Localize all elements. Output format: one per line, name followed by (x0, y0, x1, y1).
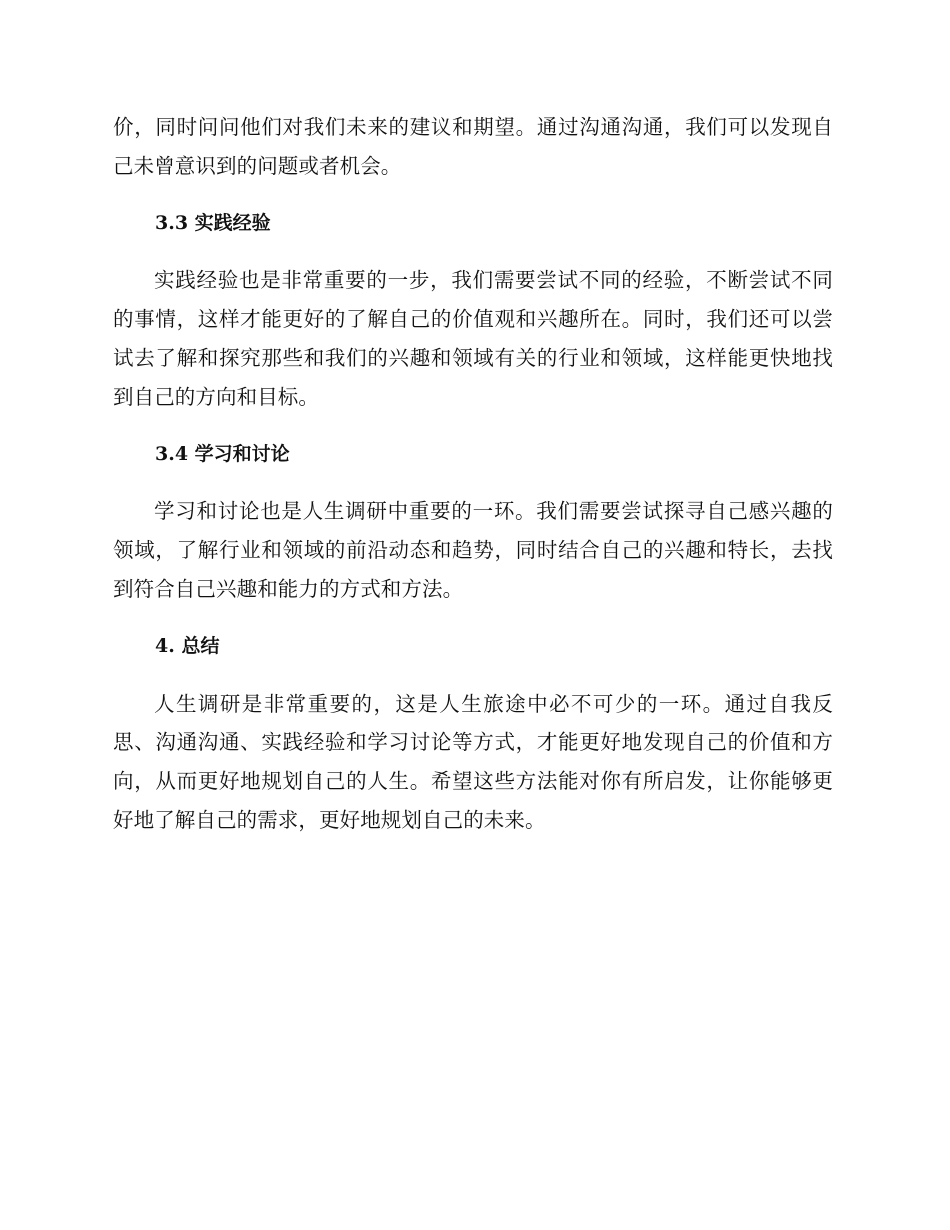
paragraph-summary: 人生调研是非常重要的，这是人生旅途中必不可少的一环。通过自我反思、沟通沟通、实践经验和学习讨论等方式，才能更好地发现自己的价值和方向，从而更好地规划自己的人生。希望这些方法能对你有所启发，让你能够更好地了解自己的需求，更好地规划自己的未来。 (113, 691, 833, 832)
spacer (113, 473, 833, 492)
section-heading-3-3: 3.3 实践经验 (155, 211, 271, 234)
spacer (113, 609, 833, 627)
paragraph-practice-experience: 实践经验也是非常重要的一步，我们需要尝试不同的经验，不断尝试不同的事情，这样才能更好的了解自己的价值观和兴趣所在。同时，我们还可以尝试去了解和探究那些和我们的兴趣和领域有关的行业和领域，这样能更快地找到自己的方向和目标。 (113, 268, 833, 409)
paragraph-learning-discussion: 学习和讨论也是人生调研中重要的一环。我们需要尝试探寻自己感兴趣的领域，了解行业和领域的前沿动态和趋势，同时结合自己的兴趣和特长，去找到符合自己兴趣和能力的方式和方法。 (113, 499, 833, 601)
spacer (113, 417, 833, 435)
spacer (113, 242, 833, 261)
paragraph-communication-continued: 价，同时问问他们对我们未来的建议和期望。通过沟通沟通，我们可以发现自己未曾意识到的问题或者机会。 (113, 115, 833, 178)
section-heading-3-4: 3.4 学习和讨论 (155, 442, 290, 465)
section-heading-4: 4. 总结 (155, 634, 220, 657)
spacer (113, 186, 833, 204)
document-body (113, 108, 833, 840)
spacer (113, 666, 833, 685)
